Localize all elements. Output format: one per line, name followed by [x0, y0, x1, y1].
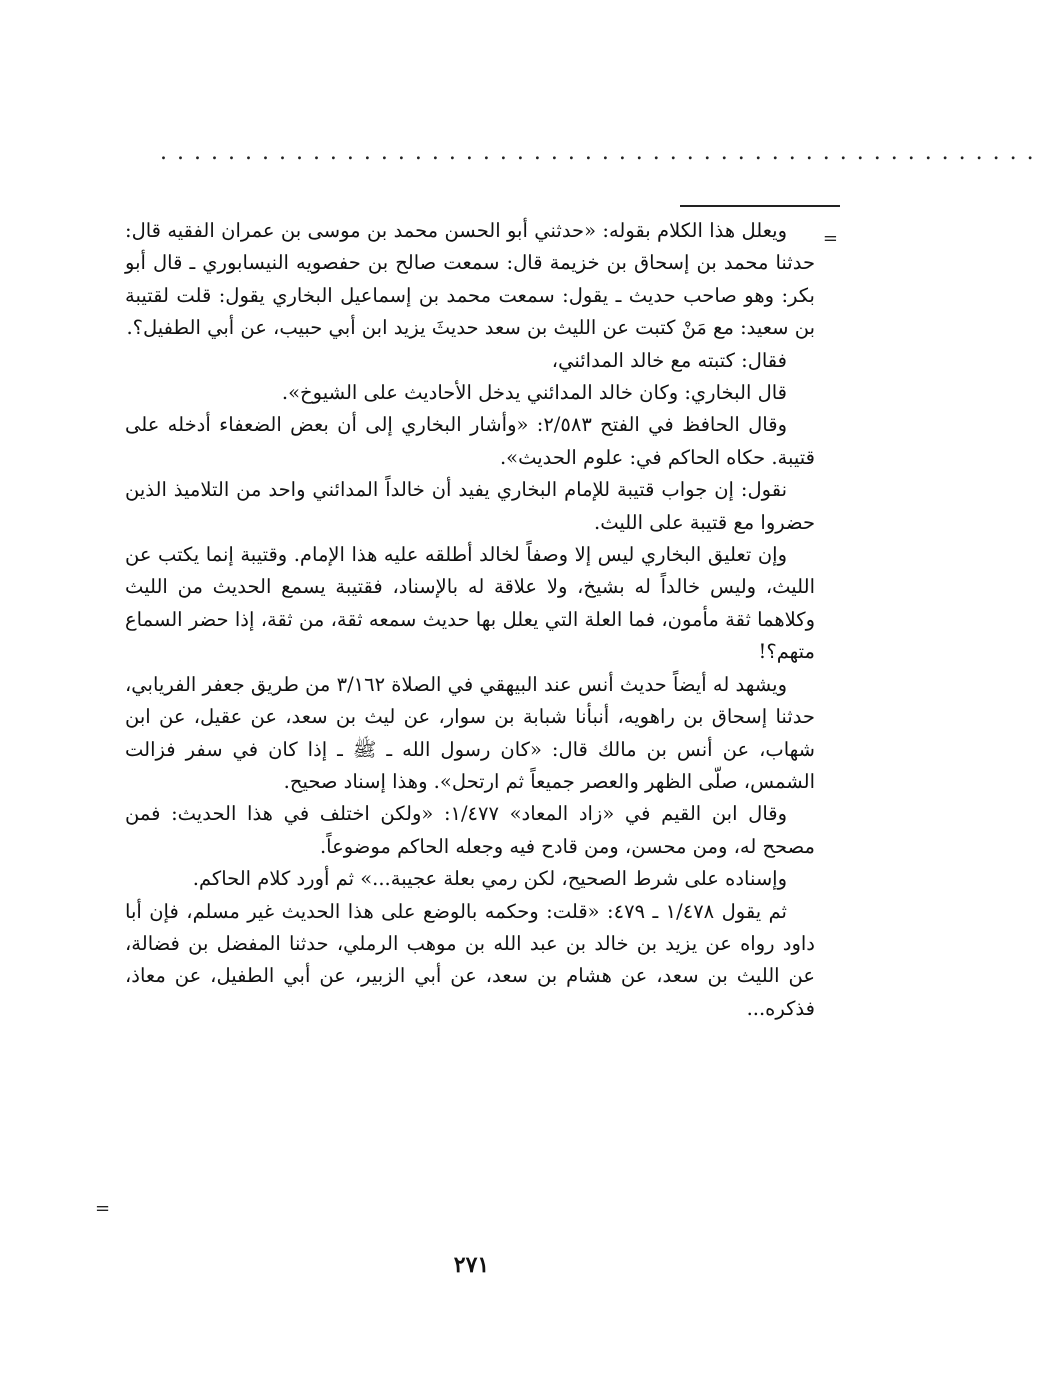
continuation-mark-top: = [822, 228, 838, 249]
paragraph: ويعلل هذا الكلام بقوله: «حدثني أبو الحسن محمد بن موسى بن عمران الفقيه قال: حدثنا محمد بن إسحاق بن خزيمة قال: سمعت صالح بن حفصويه النيسابوري ـ قال أبو بكر: وهو صاحب حديث ـ يقول: سمعت محمد بن إسماعيل البخاري يقول: قلت لقتيبة بن سعيد: مع مَنْ كتبت عن الليث بن سعد حديثَ يزيد ابن أبي حبيب، عن أبي الطفيل؟. [125, 219, 815, 340]
paragraph: ويشهد له أيضاً حديث أنس عند البيهقي في الصلاة ٣/١٦٢ من طريق جعفر الفريابي، حدثنا إسحاق بن راهويه، أنبأنا شبابة بن سوار، عن ليث بن سعد، عن عقيل، عن ابن شهاب، عن أنس بن مالك قال: «كان رسول الله ـ ﷺ ـ إذا كان في سفر فزالت الشمس، صلّى الظهر والعصر جميعاً ثم ارتحل». وهذا إسناد صحيح. [125, 672, 815, 793]
paragraph: نقول: إن جواب قتيبة للإمام البخاري يفيد أن خالداً المدائني واحد من التلاميذ الذين حضروا مع قتيبة على الليث. [125, 478, 815, 534]
paragraph: قال البخاري: وكان خالد المدائني يدخل الأحاديث على الشيوخ». [281, 381, 787, 405]
continuation-mark-bottom: = [95, 1198, 111, 1219]
paragraph: وإن تعليق البخاري ليس إلا وصفاً لخالد أطلقه عليه هذا الإمام. وقتيبة إنما يكتب عن الليث، وليس خالداً له بشيخ، ولا علاقة له بالإسناد، فقتيبة يسمع الحديث من الليث وكلاهما ثقة مأمون، فما العلة التي يعلل بها حديث سمعه ثقة، من ثقة، إذا حضر السماع متهم؟! [125, 543, 815, 664]
paragraph: وإسناده على شرط الصحيح، لكن رمي بعلة عجيبة...» ثم أورد كلام الحاكم. [192, 867, 787, 891]
paragraph: وقال ابن القيم في «زاد المعاد» ١/٤٧٧: «ولكن اختلف في هذا الحديث: فمن مصحح له، ومن محسن، ومن قادح فيه وجعله الحاكم موضوعاً. [125, 802, 815, 858]
body-text [125, 215, 815, 1025]
page-number: ٢٧١ [453, 1252, 490, 1278]
separator-dots: .................................................... [160, 140, 1044, 165]
footnote-rule [680, 205, 840, 207]
paragraph: وقال الحافظ في الفتح ٢/٥٨٣: «وأشار البخاري إلى أن بعض الضعفاء أدخله على قتيبة. حكاه الحاكم في: علوم الحديث». [125, 413, 815, 469]
paragraph: ثم يقول ١/٤٧٨ ـ ٤٧٩: «قلت: وحكمه بالوضع على هذا الحديث غير مسلم، فإن أبا داود رواه عن يزيد بن خالد بن عبد الله بن موهب الرملي، حدثنا المفضل بن فضالة، عن الليث بن سعد، عن هشام بن سعد، عن أبي الزبير، عن أبي الطفيل، عن معاذ، فذكره... [125, 899, 815, 1020]
paragraph: فقال: كتبته مع خالد المدائني، [551, 348, 787, 372]
